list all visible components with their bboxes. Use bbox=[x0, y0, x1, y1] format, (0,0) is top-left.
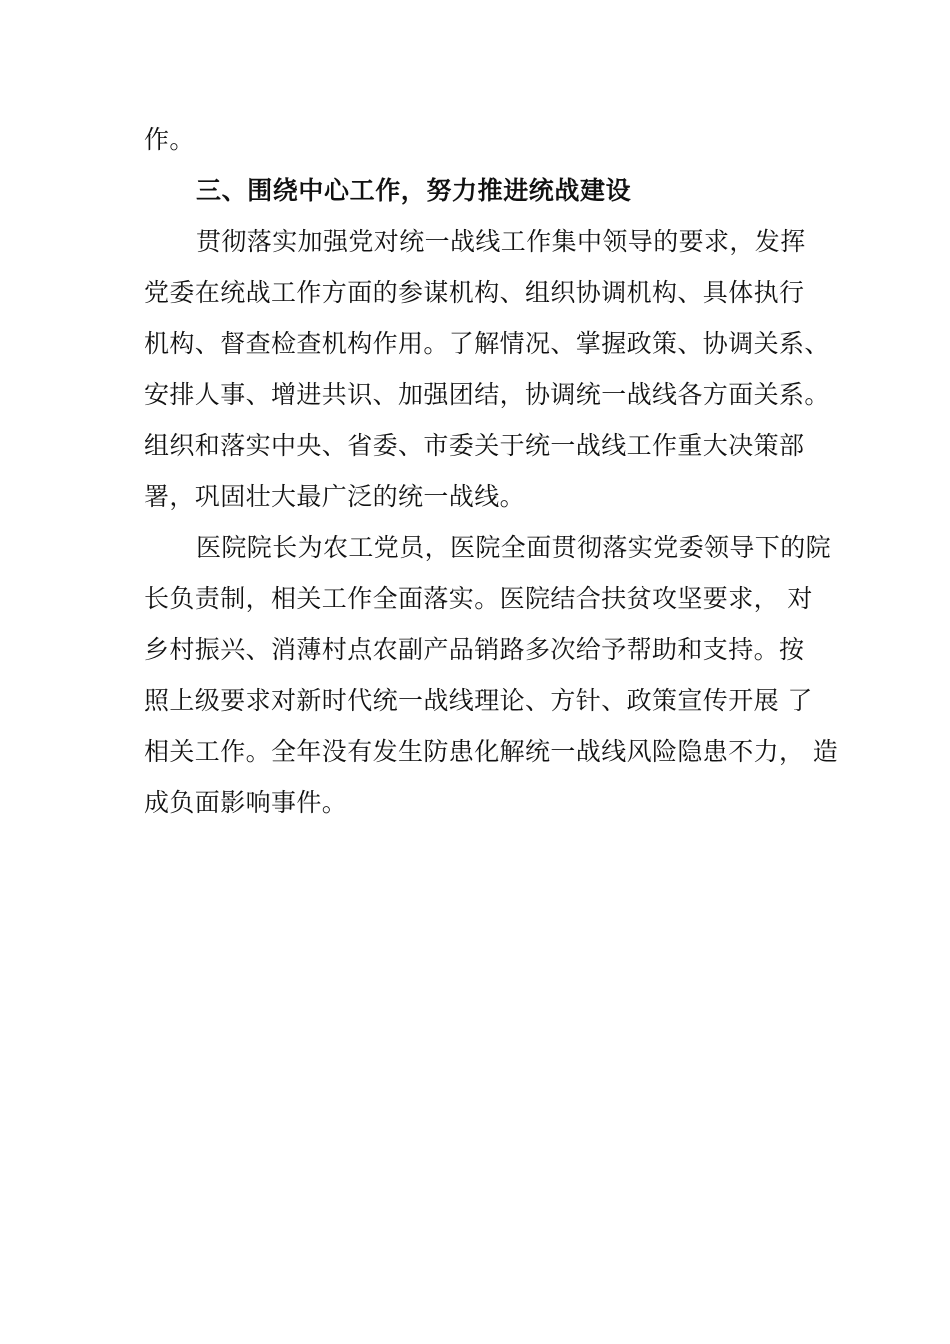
paragraph-1-line: 安排人事、增进共识、加强团结，协调统一战线各方面关系。 bbox=[144, 380, 830, 409]
continuation-line: 作。 bbox=[144, 125, 195, 154]
paragraph-2-line: 成负面影响事件。 bbox=[144, 788, 348, 817]
paragraph-1-line: 署，巩固壮大最广泛的统一战线。 bbox=[144, 482, 526, 511]
section-heading: 三、围绕中心工作，努力推进统战建设 bbox=[196, 176, 632, 205]
paragraph-2-line: 医院院长为农工党员，医院全面贯彻落实党委领导下的院 bbox=[196, 533, 832, 562]
paragraph-2-line: 长负责制，相关工作全面落实。医院结合扶贫攻坚要求， 对 bbox=[144, 584, 813, 613]
paragraph-1-line: 组织和落实中央、省委、市委关于统一战线工作重大决策部 bbox=[144, 431, 805, 460]
paragraph-1-line: 党委在统战工作方面的参谋机构、组织协调机构、具体执行 bbox=[144, 278, 805, 307]
paragraph-1-line: 贯彻落实加强党对统一战线工作集中领导的要求，发挥 bbox=[196, 227, 806, 256]
paragraph-2-line: 相关工作。全年没有发生防患化解统一战线风险隐患不力， 造 bbox=[144, 737, 839, 766]
paragraph-2-line: 乡村振兴、消薄村点农副产品销路多次给予帮助和支持。按 bbox=[144, 635, 805, 664]
paragraph-1-line: 机构、督查检查机构作用。了解情况、掌握政策、协调关系、 bbox=[144, 329, 830, 358]
paragraph-2-line: 照上级要求对新时代统一战线理论、方针、政策宣传开展 了 bbox=[144, 686, 813, 715]
